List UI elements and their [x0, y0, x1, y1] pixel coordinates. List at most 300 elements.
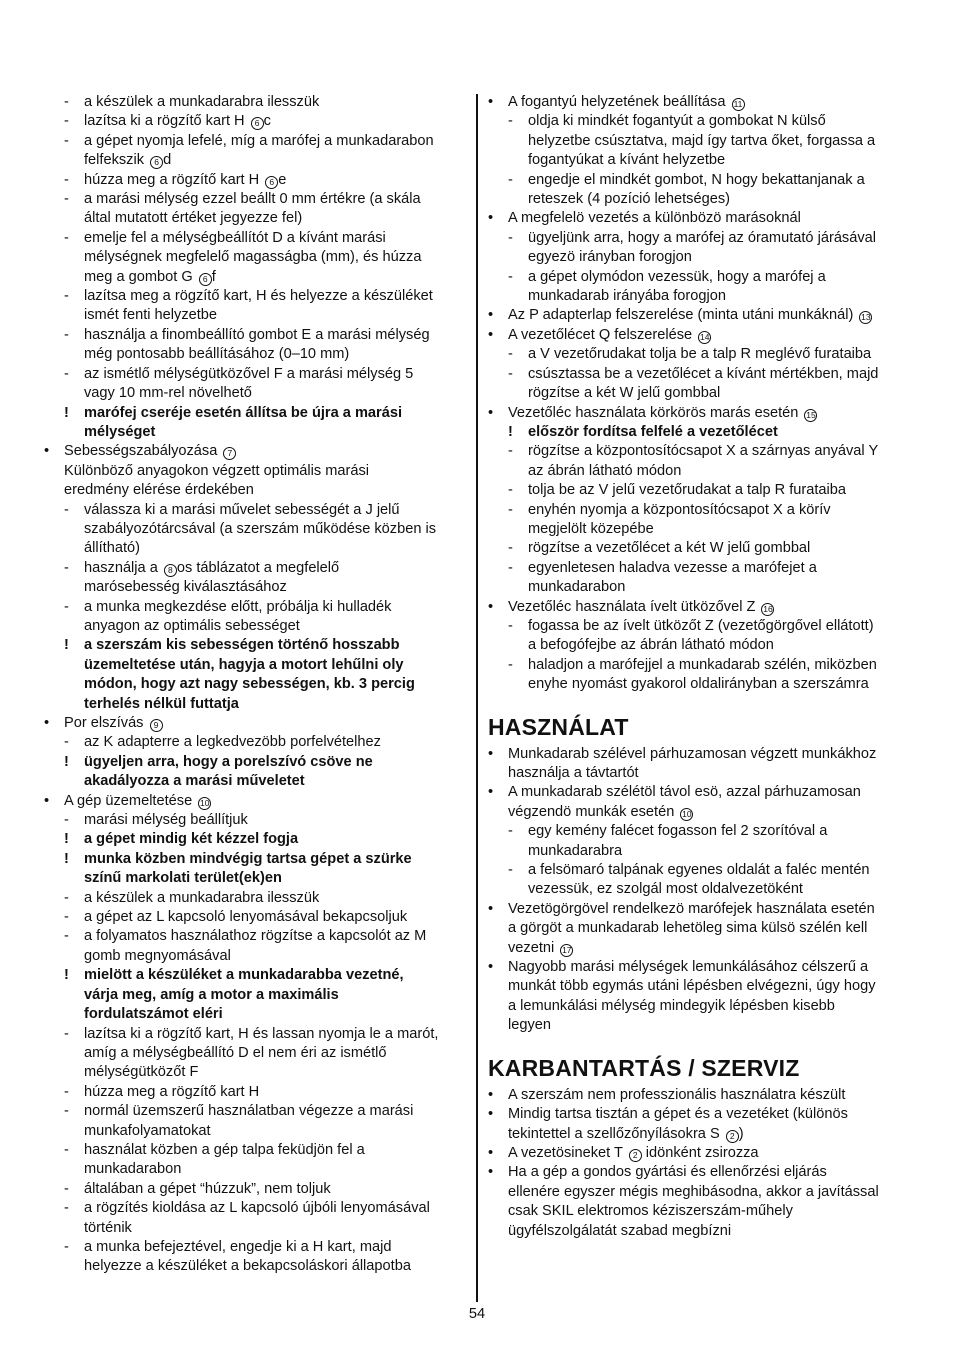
text-line — [44, 365, 468, 384]
dash-marker: - — [64, 171, 69, 188]
figure-reference-number: 2 — [726, 1130, 739, 1143]
bullet-marker: • — [44, 443, 50, 460]
dash-marker: - — [64, 501, 69, 518]
line-text: Mindig tartsa tisztán a gépet és a vezetéket (különös — [508, 1106, 848, 1123]
text-line — [488, 977, 912, 996]
line-text: munka közben mindvégig tartsa gépet a szürke — [84, 850, 412, 867]
line-text: üzemeltetése után, hagyja a motort lehűlni oly — [84, 656, 404, 673]
line-text: A vezetőlécet Q felszerelése — [508, 326, 697, 343]
line-text: Vezetőléc használata körkörös marás esetén — [508, 404, 803, 421]
line-text: marósebesség kiválasztásához — [84, 579, 287, 596]
warn-marker: ! — [508, 423, 513, 440]
page-number: 54 — [468, 1306, 486, 1322]
line-text: az K adapterre a legkedvezöbb porfelvételhez — [84, 734, 381, 751]
warn-marker: ! — [64, 967, 69, 984]
text-line — [44, 287, 468, 306]
text-line — [44, 151, 468, 170]
line-text: Ha a gép a gondos gyártási és ellenőrzési eljárás — [508, 1164, 827, 1181]
warning-line — [44, 675, 468, 694]
dash-marker: - — [64, 113, 69, 130]
line-text: az ábrán látható módon — [528, 462, 682, 479]
line-text: enyhén nyomja a központosítócsapot X a körív — [528, 501, 831, 518]
warning-line — [44, 869, 468, 888]
text-line — [488, 997, 912, 1016]
dash-marker: - — [508, 656, 513, 673]
bullet-marker: • — [44, 715, 50, 731]
line-text: megjelölt közepébe — [528, 520, 654, 537]
warning-line — [44, 753, 468, 772]
line-text: a gépet nyomja lefelé, míg a marófej a munkadarabon — [84, 132, 434, 149]
bullet-item — [488, 1105, 912, 1124]
dash-marker: - — [64, 326, 69, 343]
line-text: egyenletesen haladva vezesse a marófejet a — [528, 559, 817, 576]
line-text: a folyamatos használathoz rögzítse a kapcsolót az M — [84, 928, 427, 945]
text-line — [44, 190, 468, 209]
figure-reference-number: 9 — [150, 719, 163, 732]
line-text: által mutatott értéket jegyezze fel) — [84, 210, 303, 227]
text-line — [44, 93, 468, 112]
line-text: Sebességszabályozása — [64, 443, 222, 460]
line-text: egy kemény falécet fogasson fel 2 szorítóval a — [528, 823, 828, 840]
bullet-marker: • — [488, 959, 494, 976]
text-line — [44, 229, 468, 248]
line-text: rögzítse a két W jelű gombbal — [528, 385, 721, 402]
line-text: Különböző anyagokon végzett optimális marási — [64, 462, 370, 479]
bullet-item — [488, 404, 912, 423]
line-text: ügyeljen arra, hogy a porelszívó csöve ne — [84, 753, 373, 770]
bullet-marker: • — [488, 1106, 494, 1123]
bullet-marker: • — [44, 792, 50, 809]
dash-marker: - — [508, 559, 513, 576]
line-text: marófej cseréje esetén állítsa be újra a marási — [84, 404, 402, 421]
text-line — [488, 1016, 912, 1035]
figure-reference-number: 16 — [763, 603, 773, 614]
dash-marker: - — [64, 288, 69, 305]
figure-reference-number: 10 — [682, 808, 692, 819]
text-line — [44, 947, 468, 966]
text-line — [44, 132, 468, 151]
line-text: Vezetőléc használata ívelt ütközővel Z — [508, 598, 760, 615]
line-text: helyzetbe csúsztatva, majd így tartva őket, forgassa a — [528, 132, 876, 149]
line-text: mélységnek megfelelő magasságba (mm), és húzza — [84, 249, 422, 266]
text-line — [44, 598, 468, 617]
line-text: rögzítse a központosítócsapot X a szárnyas anyával Y — [528, 443, 879, 460]
bullet-item — [488, 900, 912, 919]
text-line — [44, 520, 468, 539]
warning-line — [44, 404, 468, 423]
text-line — [488, 501, 912, 520]
bullet-marker: • — [488, 1164, 494, 1181]
bullet-item — [488, 783, 912, 802]
text-line — [44, 617, 468, 636]
text-line — [488, 365, 912, 384]
text-line — [44, 811, 468, 830]
figure-reference-number: 11 — [732, 98, 745, 111]
text-line — [44, 539, 468, 558]
text-line — [44, 1219, 468, 1238]
line-text: haladjon a marófejjel a munkadarab szélén, miközben — [528, 656, 877, 673]
line-text: reteszek (4 pozíció lehetséges) — [528, 191, 730, 208]
line-text: ügyeljünk arra, hogy a marófej az óramutató járásával — [528, 229, 876, 246]
line-text: lazítsa meg a rögzítő kart, H és helyezze a készüléket — [84, 288, 433, 305]
dash-marker: - — [508, 482, 513, 499]
dash-marker: - — [64, 1180, 69, 1197]
text-line — [44, 733, 468, 752]
line-text: a munka befejeztével, engedje ki a H kart, majd — [84, 1238, 392, 1255]
text-line — [488, 559, 912, 578]
text-line — [44, 1257, 468, 1276]
dash-marker: - — [64, 598, 69, 615]
section-heading-hasznalat: HASZNÁLAT — [488, 713, 629, 740]
dash-marker: - — [64, 1141, 69, 1158]
line-text: a munka megkezdése előtt, próbálja ki hulladék — [84, 598, 392, 615]
dash-marker: - — [508, 268, 513, 285]
line-text: A gép üzemeltetése — [64, 792, 197, 809]
text-line — [488, 578, 912, 597]
text-line — [488, 764, 912, 783]
line-text: A vezetösineket T — [508, 1144, 627, 1161]
line-text: fogassa be az ívelt ütközőt Z (vezetőgörgővel ellátott) — [528, 617, 874, 634]
line-suffix: e — [278, 171, 287, 188]
text-line — [488, 190, 912, 209]
line-text: anyagon az optimális sebességet — [84, 617, 300, 634]
line-text: a rögzítés kioldása az L kapcsoló újbóli lenyomásával — [84, 1200, 430, 1217]
line-text: enyhe nyomást gyakorol oldalirányban a szerszámra — [528, 676, 869, 693]
line-text: rögzítse a vezetőlécet a két W jelű gombbal — [528, 540, 811, 557]
line-suffix: f — [211, 268, 216, 285]
bullet-item — [488, 1144, 912, 1163]
bullet-item — [488, 1163, 912, 1182]
warning-line — [44, 1005, 468, 1024]
figure-reference-number: 14 — [699, 331, 710, 342]
text-line — [44, 559, 468, 578]
dash-marker: - — [508, 617, 513, 634]
line-text: a gépet mindig két kézzel fogja — [84, 831, 299, 848]
line-text: általában a gépet “húzzuk”, nem toljuk — [84, 1180, 331, 1197]
dash-marker: - — [64, 1103, 69, 1120]
warning-line — [44, 695, 468, 714]
text-line — [488, 939, 912, 958]
line-text: munkát több egymás utáni lépésben elvégezni, úgy hogy — [508, 978, 876, 995]
text-line — [44, 889, 468, 908]
line-text: történik — [84, 1219, 132, 1236]
text-line — [44, 1238, 468, 1257]
warn-marker: ! — [64, 404, 69, 421]
text-line — [488, 861, 912, 880]
line-text: ismét fenti helyzetbe — [84, 307, 218, 324]
line-suffix: d — [163, 152, 172, 169]
line-text: mélységet — [84, 423, 156, 440]
figure-reference-number: 6 — [251, 117, 264, 130]
line-text: egyezö irányban forogjon — [528, 249, 692, 266]
line-text: vagy 10 mm-rel növelhető — [84, 385, 252, 402]
figure-reference-number: 17 — [562, 944, 572, 955]
line-text: felfekszik — [84, 152, 149, 169]
dash-marker: - — [508, 346, 513, 363]
text-line — [488, 1125, 912, 1144]
dash-marker: - — [508, 443, 513, 460]
line-text: fogantyúkat a kívánt helyzetbe — [528, 152, 726, 169]
line-text: húzza meg a rögzítő kart H — [84, 171, 264, 188]
line-text: használat közben a gép talpa feküdjön fel a — [84, 1141, 365, 1158]
figure-reference-number: 15 — [806, 409, 816, 420]
dash-marker: - — [508, 171, 513, 188]
line-text: végzendö munkák esetén — [508, 803, 679, 820]
line-text: engedje el mindkét gombot, N hogy bekattanjanak a — [528, 171, 865, 188]
dash-marker: - — [508, 113, 513, 130]
line-text: a szerszám kis sebességen történő hosszabb — [84, 637, 400, 654]
text-line — [488, 229, 912, 248]
line-text: Az P adapterlap felszerelése (minta utáni munkáknál) — [508, 307, 858, 324]
text-line — [488, 1202, 912, 1221]
text-line — [488, 822, 912, 841]
line-text: húzza meg a rögzítő kart H — [84, 1083, 260, 1100]
warn-marker: ! — [64, 637, 69, 654]
text-line — [488, 384, 912, 403]
bullet-marker: • — [488, 900, 494, 917]
line-text: legyen — [508, 1017, 552, 1034]
text-line — [44, 209, 468, 228]
text-line — [44, 306, 468, 325]
figure-reference-number: 6 — [150, 156, 163, 169]
line-text: módon, hogy azt nagy sebességen, kb. 3 percig — [84, 676, 415, 693]
line-text: mélységütközőt F — [84, 1064, 199, 1081]
warn-marker: ! — [64, 753, 69, 770]
karbantartas-list — [488, 1086, 912, 1241]
text-line — [44, 326, 468, 345]
line-text: munkafolyamatokat — [84, 1122, 211, 1139]
warning-line — [44, 656, 468, 675]
line-text: A megfelelö vezetés a különbözö marásoknál — [508, 210, 801, 227]
bullet-item — [488, 93, 912, 112]
line-text: munkadarabon — [528, 579, 626, 596]
bullet-item — [488, 306, 912, 325]
line-text: ellenére egyszer mégis meghibásodna, akkor a javítással — [508, 1183, 879, 1200]
text-line — [488, 248, 912, 267]
line-text: tekintettel a szellőzőnyílásokra S — [508, 1125, 724, 1142]
text-line — [44, 1141, 468, 1160]
line-suffix: c — [263, 113, 271, 130]
line-text: válassza ki a marási művelet sebességét a J jelű — [84, 501, 400, 518]
warning-line — [44, 850, 468, 869]
line-text: színű markolati terület(ek)en — [84, 870, 282, 887]
line-text: emelje fel a mélységbeállítót D a kívánt marási — [84, 229, 386, 246]
bullet-marker: • — [488, 745, 494, 762]
text-line — [44, 171, 468, 190]
dash-marker: - — [64, 928, 69, 945]
bullet-marker: • — [488, 94, 494, 110]
text-line — [488, 520, 912, 539]
bullet-item — [488, 1086, 912, 1105]
section-heading-karbantartas: KARBANTARTÁS / SZERVIZ — [488, 1054, 800, 1081]
dash-marker: - — [64, 191, 69, 208]
text-line — [488, 151, 912, 170]
line-text: Por elszívás — [64, 715, 148, 731]
dash-marker: - — [64, 559, 69, 576]
line-text: oldja ki mindkét fogantyút a gombokat N külső — [528, 113, 826, 130]
line-text: a lemunkálási mélység mindegyik lépésben kisebb — [508, 997, 835, 1014]
line-text: várja meg, amíg a motor a maximális — [84, 986, 339, 1003]
dash-marker: - — [508, 540, 513, 557]
text-line — [488, 112, 912, 131]
figure-reference-number: 10 — [200, 797, 210, 808]
line-text: vezessük, ez szolgál most oldalvezetöként — [528, 881, 803, 898]
bullet-item — [44, 792, 468, 811]
bullet-marker: • — [488, 404, 494, 421]
text-line — [44, 1122, 468, 1141]
line-text: Vezetögörgövel rendelkezö marófejek használata esetén — [508, 900, 875, 917]
text-line — [44, 1044, 468, 1063]
line-text: használja a finombeállító gombot E a marási mélység — [84, 326, 430, 343]
bullet-item — [44, 442, 468, 461]
text-line — [44, 1102, 468, 1121]
line-text: a befogófejbe az ábrán látható módon — [528, 637, 774, 654]
text-line — [488, 132, 912, 151]
warning-line — [488, 423, 912, 442]
dash-marker: - — [64, 1200, 69, 1217]
line-text: helyezze a készüléket a bekapcsoláskori állapotba — [84, 1258, 411, 1275]
dash-marker: - — [508, 862, 513, 879]
text-line — [44, 248, 468, 267]
figure-reference-number: 8 — [164, 564, 177, 577]
text-line — [488, 919, 912, 938]
text-line — [488, 842, 912, 861]
text-line — [488, 656, 912, 675]
line-text: normál üzemszerű használatban végezze a marási — [84, 1103, 414, 1120]
line-text: Munkadarab szélével párhuzamosan végzett munkákhoz — [508, 745, 877, 762]
line-text: A munkadarab szélétöl távol esö, azzal párhuzamosan — [508, 784, 861, 801]
text-line — [488, 1183, 912, 1202]
line-text: a V vezetőrudakat tolja be a talp R meglévő furataiba — [528, 346, 872, 363]
line-text: A szerszám nem professzionális használatra készült — [508, 1086, 846, 1103]
line-text: meg a gombot G — [84, 268, 197, 285]
line-text: használja a — [84, 559, 162, 576]
line-text: mielött a készüléket a munkadarabba vezetné, — [84, 967, 404, 984]
line-text: a készülek a munkadarabra ilesszük — [84, 889, 320, 906]
right-column-list — [488, 93, 912, 695]
text-line — [488, 636, 912, 655]
text-line — [44, 384, 468, 403]
line-suffix: os táblázatot a megfelelő — [176, 559, 340, 576]
line-text: fordulatszámot eléri — [84, 1006, 223, 1023]
line-text: a gépet olymódon vezessük, hogy a marófej a — [528, 268, 826, 285]
text-line — [488, 675, 912, 694]
warn-marker: ! — [64, 850, 69, 867]
text-line — [488, 617, 912, 636]
bullet-marker: • — [488, 1144, 494, 1161]
line-text: az ismétlő mélységütközővel F a marási mélység 5 — [84, 365, 414, 382]
warning-line — [44, 966, 468, 985]
line-text: munkadarabon — [84, 1161, 182, 1178]
column-divider — [476, 94, 478, 1302]
line-text: ügyfélszolgálatát szabad megbízni — [508, 1222, 732, 1239]
text-line — [488, 345, 912, 364]
text-line — [44, 908, 468, 927]
bullet-item — [488, 326, 912, 345]
bullet-item — [44, 714, 468, 733]
text-line — [488, 880, 912, 899]
dash-marker: - — [64, 365, 69, 382]
bullet-marker: • — [488, 1086, 494, 1103]
right-column — [488, 93, 912, 1241]
text-line — [44, 112, 468, 131]
line-text: használja a távtartót — [508, 765, 639, 781]
bullet-marker: • — [488, 326, 494, 343]
line-text: szabályozótárcsával (a szerszám működése közben is — [84, 520, 437, 537]
line-text: a készülek a munkadarabra ilesszük — [84, 94, 320, 110]
bullet-item — [488, 745, 912, 764]
dash-marker: - — [508, 501, 513, 518]
line-text: munkadarab irányába forogjon — [528, 288, 726, 305]
figure-reference-number: 6 — [199, 273, 212, 286]
text-line — [44, 1180, 468, 1199]
text-line — [488, 1222, 912, 1241]
figure-reference-number: 7 — [223, 447, 236, 460]
line-text: csak SKIL elektromos kéziszerszám-műhely — [508, 1203, 793, 1220]
text-line — [44, 1083, 468, 1102]
line-text: először fordítsa felfelé a vezetőlécet — [528, 423, 778, 440]
line-text: marási mélység beállítjuk — [84, 812, 248, 829]
line-text: a marási mélység ezzel beállt 0 mm értékre (a skála — [84, 191, 421, 208]
line-text: akadályozza a marási műveletet — [84, 773, 305, 790]
text-line — [488, 539, 912, 558]
text-line — [488, 481, 912, 500]
dash-marker: - — [64, 734, 69, 751]
line-text: a felsömaró talpának egyenes oldalát a faléc mentén — [528, 862, 870, 879]
text-line — [44, 481, 468, 500]
left-column — [44, 93, 468, 1277]
dash-marker: - — [64, 1083, 69, 1100]
dash-marker: - — [64, 1025, 69, 1042]
bullet-marker: • — [488, 598, 494, 615]
figure-reference-number: 6 — [265, 176, 278, 189]
text-line — [44, 578, 468, 597]
line-suffix: ) — [738, 1125, 744, 1142]
text-line — [44, 1199, 468, 1218]
line-text: A fogantyú helyzetének beállítása — [508, 94, 730, 110]
bullet-marker: • — [488, 307, 494, 324]
dash-marker: - — [64, 889, 69, 906]
line-suffix: idönként zsirozza — [641, 1144, 759, 1161]
line-text: lazítsa ki a rögzítő kart, H és lassan nyomja le a marót, — [84, 1025, 439, 1042]
dash-marker: - — [64, 132, 69, 149]
line-text: a gépet az L kapcsoló lenyomásával bekapcsoljuk — [84, 909, 408, 926]
text-line — [488, 268, 912, 287]
line-text: tolja be az V jelű vezetőrudakat a talp R furataiba — [528, 482, 847, 499]
dash-marker: - — [508, 229, 513, 246]
hasznalat-list — [488, 745, 912, 1036]
bullet-item — [488, 209, 912, 228]
text-line — [44, 1160, 468, 1179]
text-line — [488, 462, 912, 481]
line-text: Nagyobb marási mélységek lemunkálásához célszerű a — [508, 959, 869, 976]
bullet-item — [488, 598, 912, 617]
bullet-item — [488, 958, 912, 977]
line-text: állítható) — [84, 540, 140, 557]
dash-marker: - — [508, 365, 513, 382]
text-line — [44, 462, 468, 481]
text-line — [44, 1025, 468, 1044]
line-text: csúsztassa be a vezetőlécet a kívánt mértékben, majd — [528, 365, 879, 382]
bullet-marker: • — [488, 210, 494, 227]
warning-line — [44, 986, 468, 1005]
warning-line — [44, 830, 468, 849]
bullet-marker: • — [488, 784, 494, 801]
dash-marker: - — [64, 229, 69, 246]
line-text: a görgöt a munkadarab lehetöleg sima külsö szélén kell — [508, 920, 868, 937]
dash-marker: - — [64, 1238, 69, 1255]
text-line — [44, 268, 468, 287]
